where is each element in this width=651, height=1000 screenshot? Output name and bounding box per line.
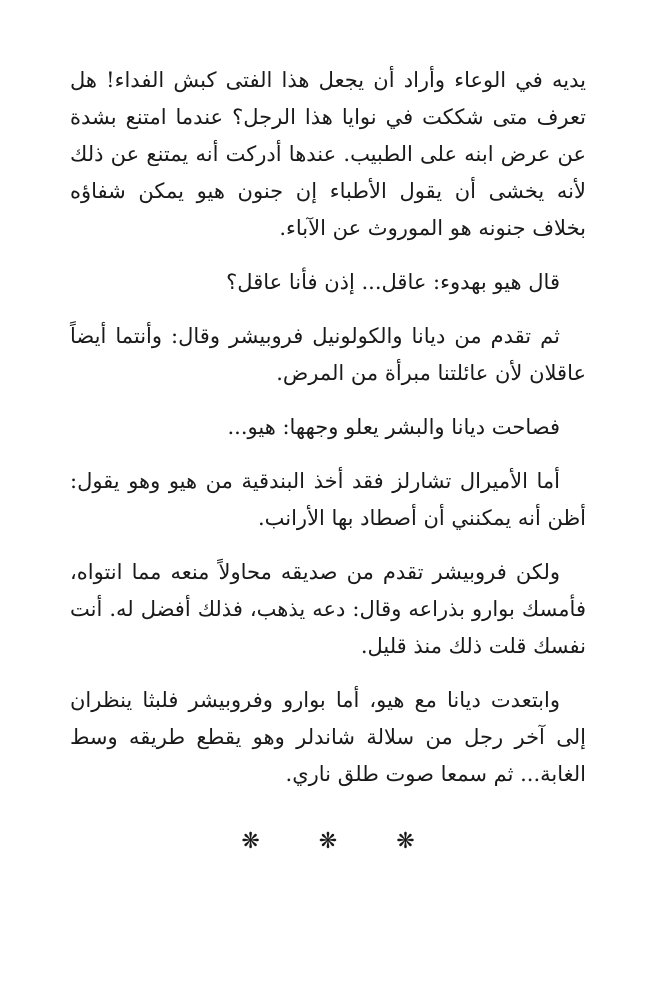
page-text bbox=[70, 62, 586, 860]
paragraph-7: وابتعدت ديانا مع هيو، أما بوارو وفروبيشر فلبثا ينظران إلى آخر رجل من سلالة شاندلر وهو يقطع طريقه وسط الغابة... ثم سمعا صوت طلق ناري. bbox=[70, 688, 586, 786]
paragraph-4: فصاحت ديانا والبشر يعلو وجهها: هيو... bbox=[227, 415, 560, 439]
paragraph-5: أما الأميرال تشارلز فقد أخذ البندقية من هيو وهو يقول: أظن أنه يمكنني أن أصطاد بها الأرانب. bbox=[70, 469, 586, 530]
paragraph-2: قال هيو بهدوء: عاقل... إذن فأنا عاقل؟ bbox=[226, 270, 560, 294]
paragraph-3: ثم تقدم من ديانا والكولونيل فروبيشر وقال: وأنتما أيضاً عاقلان لأن عائلتنا مبرأة من المرض. bbox=[70, 324, 586, 385]
section-separator: ❋ ❋ ❋ bbox=[241, 829, 441, 854]
paragraph-1: يديه في الوعاء وأراد أن يجعل هذا الفتى كبش الفداء! هل تعرف متى شككت في نوايا هذا الرجل؟ عندما امتنع بشدة عن عرض ابنه على الطبيب. عندها أدركت أنه يمتنع عن ذلك لأنه يخشى أن يقول الأطباء إن جنون هيو يمكن شفاؤه بخلاف جنونه هو الموروث عن الآباء. bbox=[70, 68, 586, 240]
paragraph-6: ولكن فروبيشر تقدم من صديقه محاولاً منعه مما انتواه، فأمسك بوارو بذراعه وقال: دعه يذهب، فذلك أفضل له. أنت نفسك قلت ذلك منذ قليل. bbox=[70, 560, 586, 658]
